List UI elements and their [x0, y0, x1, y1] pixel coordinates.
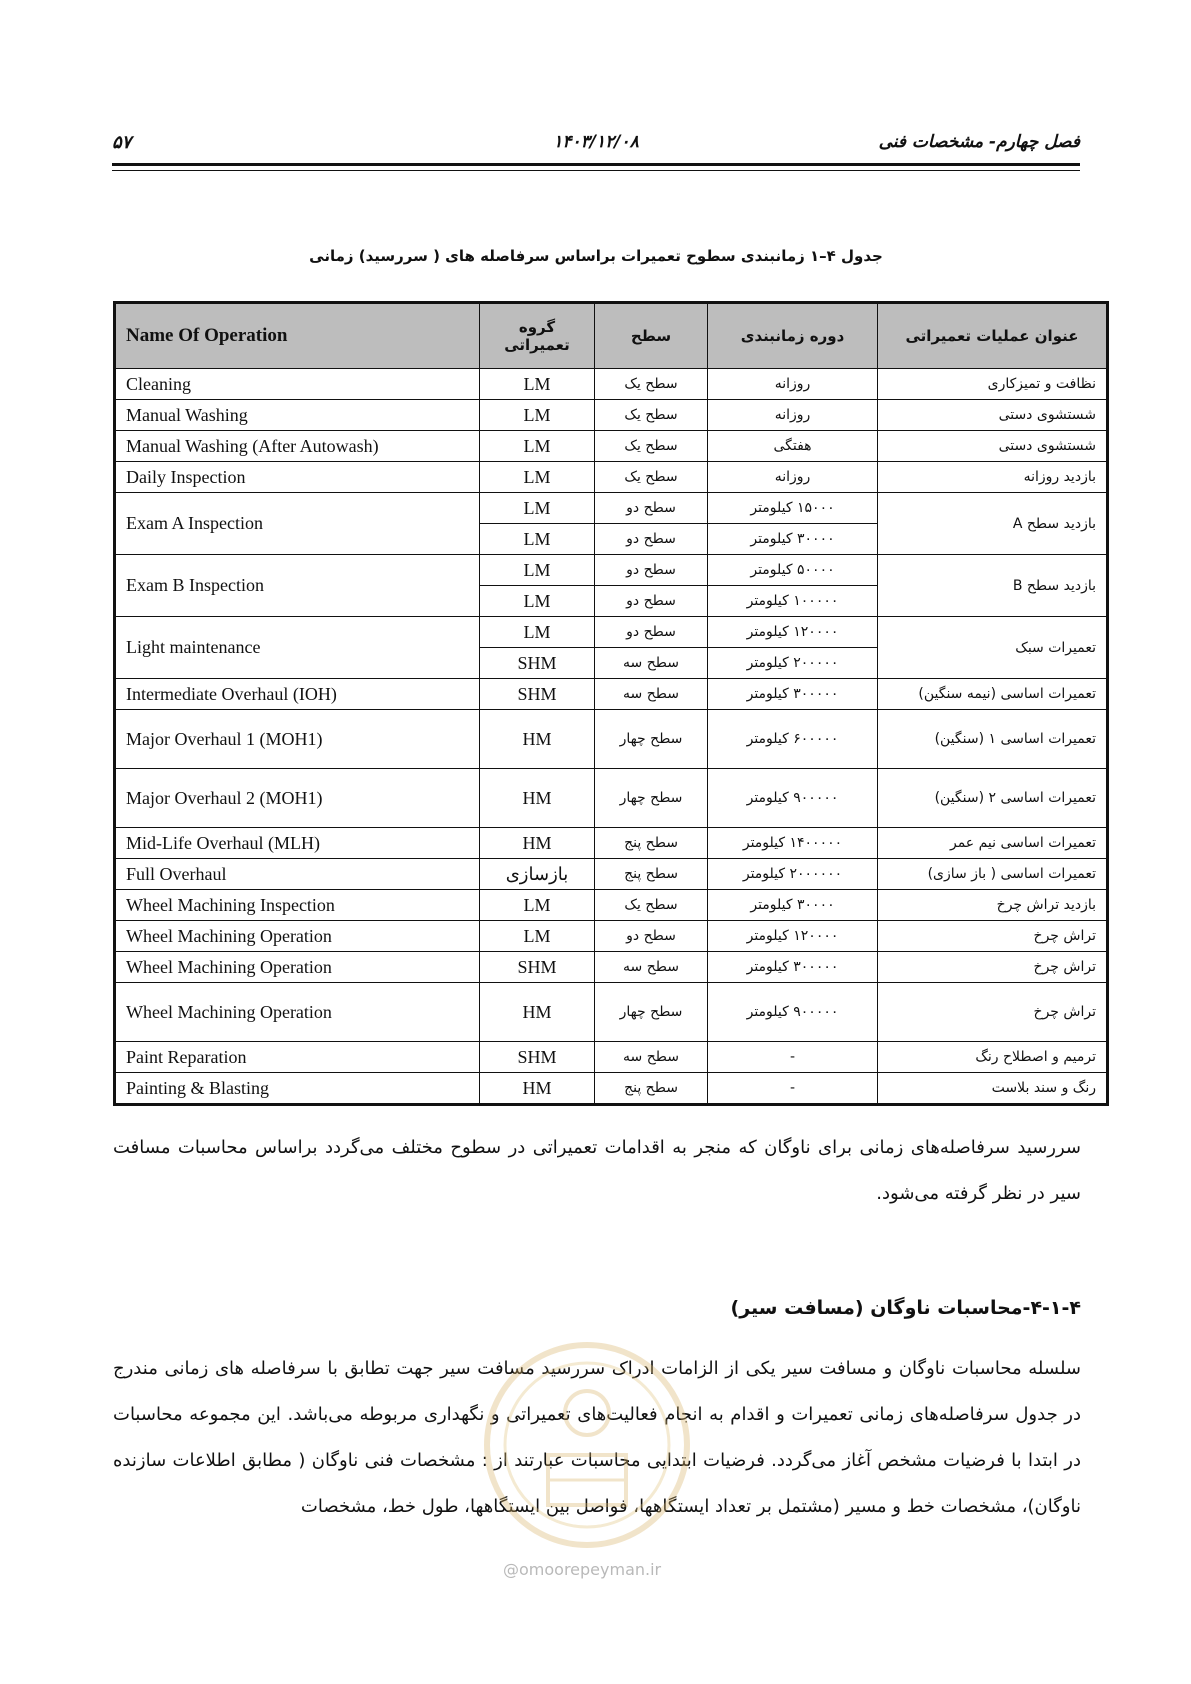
operation-name-cell: Light maintenance	[115, 617, 480, 679]
table-caption: جدول ۴–۱ زمانبندی سطوح تعمیرات براساس سرفاصله های ( سررسید) زمانی	[309, 247, 883, 265]
period-cell: روزانه	[708, 400, 878, 431]
table-row	[115, 769, 1108, 828]
operation-title-fa-cell: تعمیرات اساسی ( باز سازی)	[878, 859, 1108, 890]
level-cell: سطح دو	[595, 524, 708, 555]
header-repair-group: گروه تعمیراتی	[480, 303, 595, 369]
operation-name-cell: Daily Inspection	[115, 462, 480, 493]
table-row	[115, 1042, 1108, 1073]
repair-group-cell: بازسازی	[480, 859, 595, 890]
period-cell: ۳۰۰۰۰۰ کیلومتر	[708, 952, 878, 983]
operation-title-fa-cell: تعمیرات سبک	[878, 617, 1108, 679]
operation-name-cell: Cleaning	[115, 369, 480, 400]
operation-title-fa-cell: تعمیرات اساسی (نیمه سنگین)	[878, 679, 1108, 710]
repair-group-cell: HM	[480, 828, 595, 859]
operation-name-cell: Paint Reparation	[115, 1042, 480, 1073]
paragraph-body: سلسله محاسبات ناوگان و مسافت سیر یکی از الزامات ادراک سررسید مسافت سیر جهت تطابق با سرفاصله های زمانی مندرج در جدول سرفاصله‌های زمانی تعمیرات و اقدام به انجام فعالیت‌های تعمیراتی و نگهداری مربوطه می‌باشد. این مجموعه محاسبات در ابتدا با فرضیات مشخص آغاز می‌گردد. فرضیات ابتدایی محاسبات عبارتند از : مشخصات فنی ناوگان ( مطابق اطلاعات سازنده ناوگان)، مشخصات خط و مسیر (مشتمل بر تعداد ایستگاهها، فواصل بین ایستگاهها، طول خط، مشخصات	[113, 1358, 1081, 1517]
operation-name-cell: Wheel Machining Inspection	[115, 890, 480, 921]
repair-group-cell: HM	[480, 710, 595, 769]
level-cell: سطح چهار	[595, 983, 708, 1042]
operation-name-cell: Wheel Machining Operation	[115, 952, 480, 983]
repair-group-cell: LM	[480, 400, 595, 431]
maintenance-schedule-table	[113, 301, 1109, 1106]
table-row	[115, 431, 1108, 462]
table-row	[115, 952, 1108, 983]
header-operation-title-fa: عنوان عملیات تعمیراتی	[878, 303, 1108, 369]
period-cell: ۹۰۰۰۰۰ کیلومتر	[708, 769, 878, 828]
watermark-text: @omoorepeyman.ir	[503, 1560, 662, 1579]
repair-group-cell: HM	[480, 983, 595, 1042]
operation-name-cell: Manual Washing (After Autowash)	[115, 431, 480, 462]
page-number: ۵۷	[112, 132, 132, 153]
repair-group-cell: LM	[480, 524, 595, 555]
operation-title-fa-cell: ترمیم و اصطلاح رنگ	[878, 1042, 1108, 1073]
repair-group-cell: SHM	[480, 1042, 595, 1073]
level-cell: سطح پنج	[595, 1073, 708, 1105]
level-cell: سطح دو	[595, 586, 708, 617]
operation-name-cell: Wheel Machining Operation	[115, 983, 480, 1042]
period-cell: ۹۰۰۰۰۰ کیلومتر	[708, 983, 878, 1042]
repair-group-cell: LM	[480, 617, 595, 648]
operation-name-cell: Exam A Inspection	[115, 493, 480, 555]
table-row	[115, 369, 1108, 400]
table-row	[115, 679, 1108, 710]
watermark-seal-icon	[478, 1335, 696, 1555]
level-cell: سطح سه	[595, 952, 708, 983]
repair-group-cell: LM	[480, 462, 595, 493]
repair-group-cell: HM	[480, 769, 595, 828]
header-rule-thin	[112, 170, 1080, 171]
repair-group-cell: LM	[480, 921, 595, 952]
operation-title-fa-cell: تعمیرات اساسی ۲ (سنگین)	[878, 769, 1108, 828]
operation-name-cell: Major Overhaul 2 (MOH1)	[115, 769, 480, 828]
level-cell: سطح یک	[595, 462, 708, 493]
level-cell: سطح یک	[595, 369, 708, 400]
repair-group-cell: LM	[480, 890, 595, 921]
table-row	[115, 983, 1108, 1042]
operation-name-cell: Exam B Inspection	[115, 555, 480, 617]
period-cell: ۲۰۰۰۰۰ کیلومتر	[708, 648, 878, 679]
table-row	[115, 400, 1108, 431]
operation-title-fa-cell: بازدید سطح A	[878, 493, 1108, 555]
repair-group-cell: SHM	[480, 952, 595, 983]
header-schedule-period: دوره زمانبندی	[708, 303, 878, 369]
level-cell: سطح سه	[595, 679, 708, 710]
operation-title-fa-cell: تراش چرخ	[878, 952, 1108, 983]
level-cell: سطح دو	[595, 921, 708, 952]
operation-title-fa-cell: تعمیرات اساسی ۱ (سنگین)	[878, 710, 1108, 769]
header-rule-thick	[112, 163, 1080, 166]
period-cell: ۱۲۰۰۰۰ کیلومتر	[708, 921, 878, 952]
period-cell: ۱۰۰۰۰۰ کیلومتر	[708, 586, 878, 617]
operation-title-fa-cell: شستشوی دستی	[878, 431, 1108, 462]
repair-group-cell: LM	[480, 493, 595, 524]
period-cell: ۱۵۰۰۰ کیلومتر	[708, 493, 878, 524]
period-cell: ۱۴۰۰۰۰۰ کیلومتر	[708, 828, 878, 859]
table-row	[115, 890, 1108, 921]
chapter-title: فصل چهارم- مشخصات فنی	[878, 132, 1080, 152]
period-cell: ۳۰۰۰۰ کیلومتر	[708, 524, 878, 555]
operation-title-fa-cell: تراش چرخ	[878, 921, 1108, 952]
level-cell: سطح چهار	[595, 710, 708, 769]
period-cell: ۵۰۰۰۰ کیلومتر	[708, 555, 878, 586]
operation-name-cell: Painting & Blasting	[115, 1073, 480, 1105]
repair-group-cell: LM	[480, 369, 595, 400]
operation-title-fa-cell: شستشوی دستی	[878, 400, 1108, 431]
table-row	[115, 462, 1108, 493]
table-row	[115, 617, 1108, 648]
table-row	[115, 828, 1108, 859]
operation-name-cell: Full Overhaul	[115, 859, 480, 890]
table-row	[115, 493, 1108, 524]
table-row	[115, 859, 1108, 890]
level-cell: سطح پنج	[595, 828, 708, 859]
operation-title-fa-cell: تراش چرخ	[878, 983, 1108, 1042]
repair-group-cell: SHM	[480, 648, 595, 679]
operation-title-fa-cell: نظافت و تمیزکاری	[878, 369, 1108, 400]
level-cell: سطح یک	[595, 431, 708, 462]
period-cell: روزانه	[708, 369, 878, 400]
period-cell: ۶۰۰۰۰۰ کیلومتر	[708, 710, 878, 769]
period-cell: ۳۰۰۰۰۰ کیلومتر	[708, 679, 878, 710]
operation-title-fa-cell: بازدید روزانه	[878, 462, 1108, 493]
repair-group-cell: SHM	[480, 679, 595, 710]
repair-group-cell: LM	[480, 555, 595, 586]
level-cell: سطح دو	[595, 493, 708, 524]
table-row	[115, 921, 1108, 952]
operation-name-cell: Major Overhaul 1 (MOH1)	[115, 710, 480, 769]
repair-group-cell: LM	[480, 431, 595, 462]
repair-group-cell: LM	[480, 586, 595, 617]
header-date: ۱۴۰۳/۱۲/۰۸	[553, 132, 639, 152]
operation-name-cell: Intermediate Overhaul (IOH)	[115, 679, 480, 710]
level-cell: سطح دو	[595, 617, 708, 648]
repair-group-cell: HM	[480, 1073, 595, 1105]
table-row	[115, 1073, 1108, 1105]
table-row	[115, 710, 1108, 769]
period-cell: ۳۰۰۰۰ کیلومتر	[708, 890, 878, 921]
header-name-of-operation: Name Of Operation	[115, 303, 480, 369]
section-heading: ۴-۱-۴-محاسبات ناوگان (مسافت سیر)	[730, 1297, 1081, 1319]
operation-name-cell: Wheel Machining Operation	[115, 921, 480, 952]
level-cell: سطح چهار	[595, 769, 708, 828]
period-cell: ۱۲۰۰۰۰ کیلومتر	[708, 617, 878, 648]
operation-title-fa-cell: بازدید سطح B	[878, 555, 1108, 617]
level-cell: سطح دو	[595, 555, 708, 586]
period-cell: هفتگی	[708, 431, 878, 462]
level-cell: سطح یک	[595, 400, 708, 431]
operation-title-fa-cell: بازدید تراش چرخ	[878, 890, 1108, 921]
operation-title-fa-cell: تعمیرات اساسی نیم عمر	[878, 828, 1108, 859]
operation-title-fa-cell: رنگ و سند بلاست	[878, 1073, 1108, 1105]
operation-name-cell: Manual Washing	[115, 400, 480, 431]
operation-name-cell: Mid-Life Overhaul (MLH)	[115, 828, 480, 859]
level-cell: سطح سه	[595, 648, 708, 679]
period-cell: -	[708, 1042, 878, 1073]
paragraph-intro: سررسید سرفاصله‌های زمانی برای ناوگان که منجر به اقدامات تعمیراتی در سطوح مختلف می‌گردد براساس محاسبات مسافت سیر در نظر گرفته می‌شود.	[113, 1137, 1081, 1204]
period-cell: ۲۰۰۰۰۰۰ کیلومتر	[708, 859, 878, 890]
table-header-row	[115, 303, 1108, 369]
page-header	[112, 128, 1080, 158]
table-row	[115, 555, 1108, 586]
header-level: سطح	[595, 303, 708, 369]
level-cell: سطح پنج	[595, 859, 708, 890]
period-cell: -	[708, 1073, 878, 1105]
table-body	[115, 369, 1108, 1105]
level-cell: سطح سه	[595, 1042, 708, 1073]
level-cell: سطح یک	[595, 890, 708, 921]
period-cell: روزانه	[708, 462, 878, 493]
